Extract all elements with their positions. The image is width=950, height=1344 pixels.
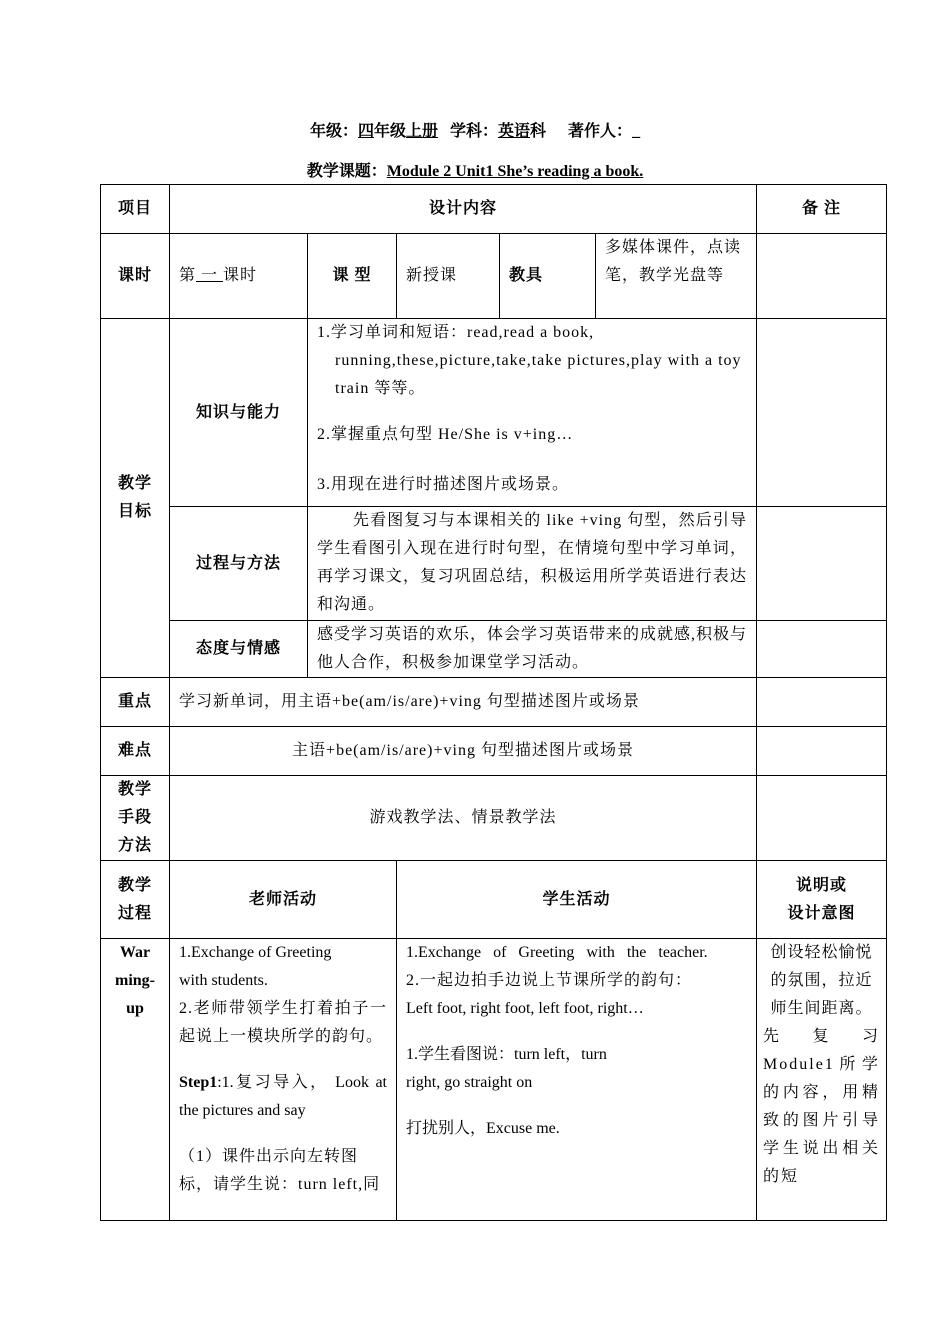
col-design-header: 设计内容 [170, 185, 757, 234]
difficulty-note [757, 727, 887, 776]
student-rhyme: Left foot, right foot, left foot, right… [406, 1000, 644, 1017]
warmup-row [101, 939, 887, 1221]
teacher-step1: Step1:1.复习导入， Look at the pictures and say [179, 1074, 387, 1119]
table-header-row [101, 185, 887, 234]
type-value: 新授课 [397, 234, 500, 319]
attitude-label: 态度与情感 [170, 621, 308, 678]
key-point-value: 学习新单词，用主语+be(am/is/are)+ving 句型描述图片或场景 [170, 678, 757, 727]
process-text: 先看图复习与本课相关的 like +ving 句型，然后引导学生看图引入现在进行时句型，在情境句型中学习单词，再学习课文，复习巩固总结，积极运用所学英语进行表达和沟通。 [308, 507, 757, 621]
process-note [757, 507, 887, 621]
goals-attitude-row [101, 621, 887, 678]
warmup-student [397, 939, 757, 1221]
key-point-row [101, 678, 887, 727]
grade-suffix: 年级 [373, 123, 406, 140]
warmup-note [757, 939, 887, 1221]
process-label: 过程与方法 [170, 507, 308, 621]
note-item-1: 创设轻松愉悦的氛围，拉近师生间距离。 [770, 944, 873, 1017]
subject-value: 英语 [498, 123, 531, 140]
method-note [757, 776, 887, 861]
method-label: 教学 手段 方法 [101, 776, 170, 861]
lesson-note [757, 234, 887, 319]
process-header-row [101, 861, 887, 939]
goals-process-row [101, 507, 887, 621]
knowledge-item-3: 3.用现在进行时描述图片或场景。 [317, 476, 570, 493]
author-label: 著作人： [568, 123, 633, 140]
knowledge-label: 知识与能力 [170, 319, 308, 507]
grade-value: 四 [357, 123, 374, 140]
teacher-item-1: 1.Exchange of Greeting [179, 944, 332, 961]
key-point-note [757, 678, 887, 727]
knowledge-item-2: 2.掌握重点句型 He/She is v+ing… [317, 426, 574, 443]
difficulty-value: 主语+be(am/is/are)+ving 句型描述图片或场景 [170, 727, 757, 776]
tools-value: 多媒体课件，点读笔，教学光盘等 [596, 234, 757, 319]
knowledge-item-1: 1.学习单词和短语：read,read a book, [317, 324, 595, 341]
student-item-1: 1.Exchange of Greeting with the teacher. [406, 944, 708, 961]
author-value: _ [632, 123, 641, 140]
goals-knowledge-row [101, 319, 887, 507]
knowledge-content [308, 319, 757, 507]
attitude-note [757, 621, 887, 678]
process-header-label: 教学 过程 [101, 861, 170, 939]
warmup-teacher [170, 939, 397, 1221]
col-item-header: 项目 [101, 185, 170, 234]
teacher-item-1-cont: with students. [179, 972, 268, 989]
teacher-item-2: 2.老师带领学生打着拍子一起说上一模块所学的韵句。 [179, 1000, 387, 1045]
grade-label: 年级： [309, 123, 358, 140]
knowledge-item-1-cont: running,these,picture,take,take pictures,play with a toy train 等等。 [335, 352, 742, 397]
lesson-plan-table [100, 184, 887, 1221]
student-item-4: 打扰别人，Excuse me. [406, 1120, 560, 1137]
method-value: 游戏教学法、情景教学法 [170, 776, 757, 861]
difficulty-row [101, 727, 887, 776]
topic-line [0, 158, 950, 181]
topic-value: Module 2 Unit1 She’s reading a book. [386, 163, 644, 180]
col-note-header: 备 注 [757, 185, 887, 234]
attitude-text: 感受学习英语的欢乐，体会学习英语带来的成就感,积极与他人合作，积极参加课堂学习活动。 [308, 621, 757, 678]
student-header: 学生活动 [397, 861, 757, 939]
lesson-value: 第 一 课时 [170, 234, 308, 319]
subject-suffix: 科 [530, 123, 547, 140]
teacher-sub-item: （1）课件出示向左转图标，请学生说：turn left,同 [179, 1148, 381, 1193]
lesson-label: 课时 [101, 234, 170, 319]
note-header: 说明或 设计意图 [757, 861, 887, 939]
subject-label: 学科： [450, 123, 499, 140]
teacher-header: 老师活动 [170, 861, 397, 939]
topic-label: 教学课题： [306, 163, 387, 180]
lesson-row [101, 234, 887, 319]
tools-label: 教具 [500, 234, 596, 319]
header-line [0, 118, 950, 141]
student-item-3: 1.学生看图说：turn left，turn [406, 1046, 607, 1063]
knowledge-note [757, 319, 887, 507]
key-point-label: 重点 [101, 678, 170, 727]
term-value: 上册 [405, 123, 438, 140]
goals-label: 教学 目标 [101, 319, 170, 678]
note-item-2: 先复习Module1所学的内容，用精致的图片引导学生说出相关的短 [763, 1028, 881, 1185]
difficulty-label: 难点 [101, 727, 170, 776]
student-item-2: 2.一起边拍手边说上节课所学的韵句： [406, 972, 693, 989]
student-item-3-cont: right, go straight on [406, 1074, 533, 1091]
type-label: 课 型 [308, 234, 397, 319]
warmup-label: War ming- up [101, 939, 170, 1221]
method-row [101, 776, 887, 861]
